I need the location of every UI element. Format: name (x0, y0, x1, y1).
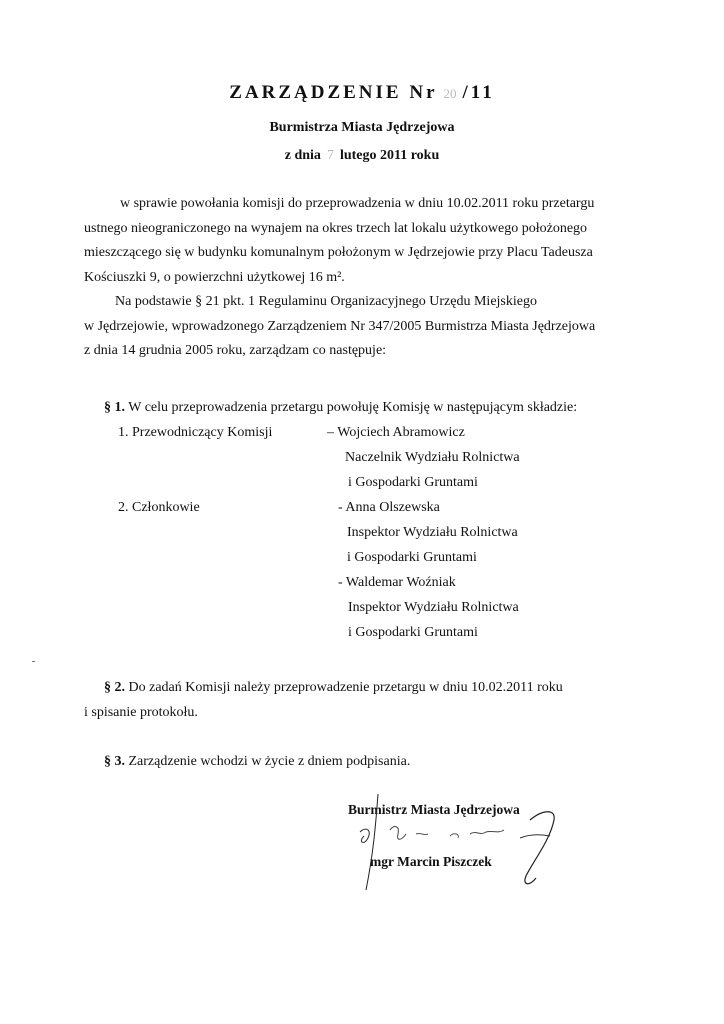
signature-office: Burmistrz Miasta Jędrzejowa (348, 802, 520, 817)
member-2-name: - Waldemar Woźniak (338, 575, 456, 590)
chair-title-2: i Gospodarki Gruntami (348, 475, 478, 490)
subject-line-2: ustnego nieograniczonego na wynajem na okres trzech lat lokalu użytkowego położonego (84, 220, 588, 236)
subject-line-3: mieszczącego się w budynku komunalnym położonym w Jędrzejowie przy Placu Tadeusza (84, 245, 593, 260)
section-2-text-1: Do zadań Komisji należy przeprowadzenie przetargu w dniu 10.02.2011 roku (128, 680, 563, 695)
member-2-title-2: i Gospodarki Gruntami (348, 625, 478, 640)
subject-line-1: w sprawie powołania komisji do przeprowadzenia w dniu 10.02.2011 roku przetargu (120, 196, 595, 211)
chair-title-1: Naczelnik Wydziału Rolnictwa (345, 450, 520, 465)
date-suffix: lutego 2011 roku (339, 148, 440, 163)
member-1-name: - Anna Olszewska (338, 500, 440, 515)
member-1-title-2: i Gospodarki Gruntami (347, 550, 477, 565)
member-1-title-1: Inspektor Wydziału Rolnictwa (347, 525, 518, 540)
issuer-line: Burmistrza Miasta Jędrzejowa (269, 120, 455, 135)
member-2-title-1: Inspektor Wydziału Rolnictwa (348, 600, 519, 615)
item-2-label: 2. Członkowie (118, 500, 200, 515)
section-3-mark: § 3. (104, 754, 125, 769)
date-prefix: z dnia (284, 148, 321, 163)
basis-line-1: Na podstawie § 21 pkt. 1 Regulaminu Organizacyjnego Urzędu Miejskiego (115, 294, 537, 309)
basis-line-3: z dnia 14 grudnia 2005 roku, zarządzam co następuje: (84, 343, 387, 358)
document-title (0, 82, 724, 104)
handwritten-signature-icon (330, 790, 570, 900)
signature-name: mgr Marcin Piszczek (370, 854, 492, 869)
handwritten-day: 7 (326, 148, 334, 163)
basis-paragraph (84, 290, 640, 364)
section-2-paragraph (84, 676, 640, 725)
handwritten-number: 20 (443, 86, 457, 101)
section-2-line-2: i spisanie protokołu. (84, 704, 198, 720)
section-2-mark: § 2. (104, 680, 125, 695)
subject-line-4: Kościuszki 9, o powierzchni użytkowej 16 m². (84, 269, 345, 285)
section-3-text: Zarządzenie wchodzi w życie z dniem podpisania. (128, 754, 411, 769)
title-suffix: /11 (462, 82, 495, 103)
section-1-mark: § 1. (104, 400, 125, 415)
title-prefix: ZARZĄDZENIE Nr (229, 82, 438, 103)
section-3-line (104, 754, 410, 770)
basis-line-2: w Jędrzejowie, wprowadzonego Zarządzeniem Nr 347/2005 Burmistrza Miasta Jędrzejowa (84, 318, 596, 334)
scan-speck (32, 661, 35, 662)
chair-name: – Wojciech Abramowicz (327, 425, 465, 440)
item-1-label: 1. Przewodniczący Komisji (118, 425, 273, 440)
subject-paragraph (84, 192, 640, 290)
date-line (0, 148, 724, 164)
section-1-heading (104, 400, 577, 416)
section-2-line-1 (84, 676, 640, 701)
section-1-text: W celu przeprowadzenia przetargu powołuję Komisję w następującym składzie: (128, 400, 578, 415)
